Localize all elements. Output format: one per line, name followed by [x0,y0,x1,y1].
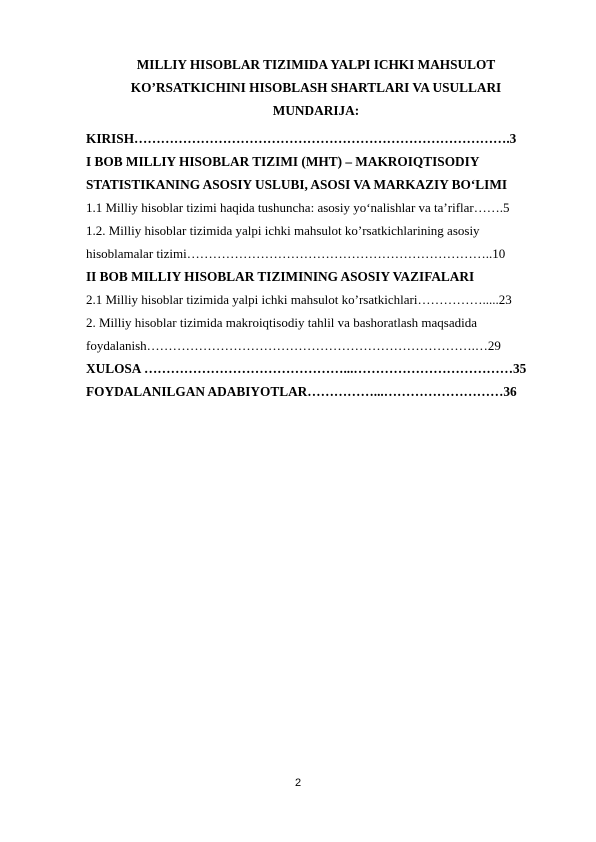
title-line-1: MILLIY HISOBLAR TIZIMIDA YALPI ICHKI MAHSULOT [136,57,496,72]
toc-entry-chapter-1-line-2: STATISTIKANING ASOSIY USLUBI, ASOSI VA MARKAZIY BO‘LIMI [86,177,508,192]
toc-entry-section-1-2-line-2: hisoblamalar tizimi……………………………………………………………..10 [86,246,506,261]
toc-entry-section-1-1: 1.1 Milliy hisoblar tizimi haqida tushuncha: asosiy yo‘nalishlar va ta’riflar…….5 [86,200,510,215]
toc-entry-section-2-2-line-2: foydalanish………………………………………………………………….…29 [86,338,501,353]
toc-entry-section-2-1: 2.1 Milliy hisoblar tizimida yalpi ichki mahsulot ko’rsatkichlari…………….....23 [86,292,512,307]
title-line-2: KO’RSATKICHINI HISOBLASH SHARTLARI VA USULLARI [130,80,502,95]
toc-entry-section-2-2-line-1: 2. Milliy hisoblar tizimida makroiqtisodiy tahlil va bashoratlash maqsadida [86,315,478,330]
toc-entry-introduction: KIRISH………………………………………………………………………….3 [86,131,517,146]
contents-heading: MUNDARIJA: [272,103,360,118]
toc-entry-chapter-2: II BOB MILLIY HISOBLAR TIZIMINING ASOSIY VAZIFALARI [86,269,475,284]
page-number: 2 [294,777,302,789]
table-of-contents [86,127,550,403]
toc-entry-conclusion: XULOSA ………………………………………...………………………………35 [86,361,527,376]
toc-entry-chapter-1-line-1: I BOB MILLIY HISOBLAR TIZIMI (MHT) – MAKROIQTISODIY [86,154,480,169]
document-title [86,53,546,122]
toc-entry-references: FOYDALANILGAN ADABIYOTLAR……………...………………………36 [86,384,517,399]
toc-entry-section-1-2-line-1: 1.2. Milliy hisoblar tizimida yalpi ichki mahsulot ko’rsatkichlarining asosiy [86,223,480,238]
